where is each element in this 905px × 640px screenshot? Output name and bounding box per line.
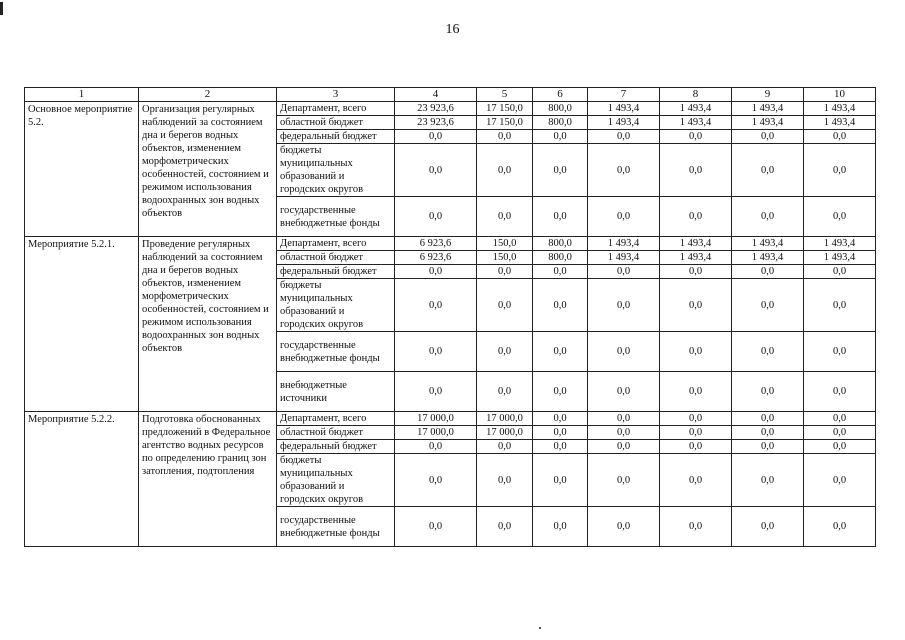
amount-cell: 0,0 [477,507,533,547]
amount-cell: 0,0 [533,144,588,197]
amount-cell: 0,0 [732,507,804,547]
amount-cell: 800,0 [533,251,588,265]
amount-cell: 0,0 [395,332,477,372]
amount-cell: 800,0 [533,237,588,251]
column-header: 4 [395,88,477,102]
amount-cell: 0,0 [732,426,804,440]
amount-cell: 0,0 [395,197,477,237]
amount-cell: 17 150,0 [477,102,533,116]
amount-cell: 0,0 [395,507,477,547]
amount-cell: 0,0 [804,507,876,547]
amount-cell: 0,0 [477,332,533,372]
amount-cell: 0,0 [477,265,533,279]
amount-cell: 0,0 [477,440,533,454]
amount-cell: 23 923,6 [395,102,477,116]
amount-cell: 800,0 [533,102,588,116]
amount-cell: 0,0 [533,197,588,237]
amount-cell: 0,0 [533,332,588,372]
amount-cell: 0,0 [588,265,660,279]
amount-cell: 0,0 [588,426,660,440]
table-body [25,88,876,547]
amount-cell: 0,0 [660,372,732,412]
amount-cell: 0,0 [732,265,804,279]
table-header-row [25,88,876,102]
amount-cell: 0,0 [395,279,477,332]
amount-cell: 0,0 [533,412,588,426]
funding-source-cell: Департамент, всего [277,102,395,116]
funding-source-cell: государственные внебюджетные фонды [277,507,395,547]
amount-cell: 150,0 [477,237,533,251]
event-description-cell: Проведение регулярных наблюдений за состоянием дна и берегов водных объектов, изменением морфометрических особенностей, состоянием и режимом использования водоохранных зон водных объектов [139,237,277,412]
amount-cell: 1 493,4 [804,102,876,116]
amount-cell: 0,0 [588,440,660,454]
amount-cell: 0,0 [660,197,732,237]
amount-cell: 0,0 [804,130,876,144]
amount-cell: 0,0 [395,144,477,197]
page-number: 16 [445,22,460,37]
amount-cell: 0,0 [395,130,477,144]
amount-cell: 0,0 [804,372,876,412]
amount-cell: 1 493,4 [804,237,876,251]
funding-source-cell: Департамент, всего [277,412,395,426]
amount-cell: 17 150,0 [477,116,533,130]
amount-cell: 0,0 [533,372,588,412]
amount-cell: 0,0 [588,332,660,372]
amount-cell: 0,0 [533,130,588,144]
amount-cell: 0,0 [533,440,588,454]
scan-edge-mark [0,2,3,15]
amount-cell: 0,0 [395,265,477,279]
amount-cell: 6 923,6 [395,251,477,265]
event-description-cell: Организация регулярных наблюдений за состоянием дна и берегов водных объектов, изменением морфометрических особенностей, состоянием и режимом использования водоохранных зон водных объектов [139,102,277,237]
amount-cell: 0,0 [804,197,876,237]
amount-cell: 0,0 [395,454,477,507]
amount-cell: 0,0 [477,197,533,237]
funding-source-cell: областной бюджет [277,116,395,130]
event-code-cell: Мероприятие 5.2.1. [25,237,139,412]
amount-cell: 800,0 [533,116,588,130]
amount-cell: 1 493,4 [660,237,732,251]
amount-cell: 0,0 [732,332,804,372]
amount-cell: 1 493,4 [804,251,876,265]
column-header: 3 [277,88,395,102]
amount-cell: 0,0 [660,412,732,426]
amount-cell: 17 000,0 [395,412,477,426]
amount-cell: 0,0 [477,372,533,412]
amount-cell: 1 493,4 [732,102,804,116]
amount-cell: 0,0 [588,144,660,197]
event-code-cell: Основное мероприятие 5.2. [25,102,139,237]
scan-speck [539,627,541,629]
amount-cell: 0,0 [588,372,660,412]
amount-cell: 0,0 [533,507,588,547]
funding-source-cell: областной бюджет [277,426,395,440]
amount-cell: 6 923,6 [395,237,477,251]
amount-cell: 0,0 [732,279,804,332]
amount-cell: 0,0 [588,197,660,237]
amount-cell: 0,0 [660,279,732,332]
column-header: 10 [804,88,876,102]
amount-cell: 1 493,4 [588,116,660,130]
amount-cell: 0,0 [477,454,533,507]
funding-source-cell: государственные внебюджетные фонды [277,332,395,372]
amount-cell: 1 493,4 [732,237,804,251]
amount-cell: 0,0 [533,426,588,440]
amount-cell: 0,0 [395,440,477,454]
funding-source-cell: бюджеты муниципальных образований и городских округов [277,454,395,507]
amount-cell: 0,0 [804,426,876,440]
funding-source-cell: бюджеты муниципальных образований и городских округов [277,144,395,197]
amount-cell: 0,0 [660,130,732,144]
amount-cell: 0,0 [732,454,804,507]
amount-cell: 0,0 [804,440,876,454]
funding-source-cell: Департамент, всего [277,237,395,251]
amount-cell: 0,0 [732,130,804,144]
amount-cell: 0,0 [588,130,660,144]
amount-cell: 0,0 [804,412,876,426]
amount-cell: 0,0 [660,144,732,197]
funding-source-cell: федеральный бюджет [277,440,395,454]
amount-cell: 0,0 [732,412,804,426]
amount-cell: 0,0 [804,265,876,279]
amount-cell: 23 923,6 [395,116,477,130]
event-code-cell: Мероприятие 5.2.2. [25,412,139,547]
amount-cell: 0,0 [660,426,732,440]
amount-cell: 17 000,0 [477,426,533,440]
amount-cell: 0,0 [804,279,876,332]
funding-source-cell: бюджеты муниципальных образований и городских округов [277,279,395,332]
funding-source-cell: государственные внебюджетные фонды [277,197,395,237]
table-row [25,102,876,116]
amount-cell: 17 000,0 [395,426,477,440]
amount-cell: 0,0 [732,144,804,197]
amount-cell: 0,0 [533,279,588,332]
funding-source-cell: областной бюджет [277,251,395,265]
amount-cell: 150,0 [477,251,533,265]
amount-cell: 0,0 [660,332,732,372]
amount-cell: 17 000,0 [477,412,533,426]
amount-cell: 0,0 [395,372,477,412]
amount-cell: 0,0 [588,454,660,507]
amount-cell: 0,0 [588,279,660,332]
amount-cell: 1 493,4 [660,251,732,265]
funding-source-cell: федеральный бюджет [277,265,395,279]
amount-cell: 0,0 [732,372,804,412]
amount-cell: 0,0 [804,144,876,197]
amount-cell: 1 493,4 [732,251,804,265]
amount-cell: 0,0 [588,412,660,426]
table-row [25,237,876,251]
column-header: 6 [533,88,588,102]
amount-cell: 0,0 [660,454,732,507]
amount-cell: 0,0 [588,507,660,547]
amount-cell: 0,0 [477,144,533,197]
funding-source-cell: федеральный бюджет [277,130,395,144]
column-header: 5 [477,88,533,102]
amount-cell: 0,0 [660,507,732,547]
amount-cell: 0,0 [660,265,732,279]
amount-cell: 0,0 [732,197,804,237]
column-header: 7 [588,88,660,102]
amount-cell: 0,0 [732,440,804,454]
amount-cell: 1 493,4 [588,102,660,116]
amount-cell: 1 493,4 [588,237,660,251]
column-header: 8 [660,88,732,102]
amount-cell: 0,0 [533,454,588,507]
budget-table [24,87,876,547]
amount-cell: 0,0 [660,440,732,454]
amount-cell: 0,0 [804,454,876,507]
amount-cell: 0,0 [533,265,588,279]
column-header: 1 [25,88,139,102]
funding-source-cell: внебюджетные источники [277,372,395,412]
amount-cell: 0,0 [477,130,533,144]
amount-cell: 1 493,4 [660,116,732,130]
amount-cell: 1 493,4 [588,251,660,265]
amount-cell: 1 493,4 [804,116,876,130]
amount-cell: 0,0 [804,332,876,372]
column-header: 2 [139,88,277,102]
amount-cell: 0,0 [477,279,533,332]
event-description-cell: Подготовка обоснованных предложений в Федеральное агентство водных ресурсов по определению границ зон затопления, подтопления [139,412,277,547]
column-header: 9 [732,88,804,102]
amount-cell: 1 493,4 [732,116,804,130]
table-row [25,412,876,426]
amount-cell: 1 493,4 [660,102,732,116]
